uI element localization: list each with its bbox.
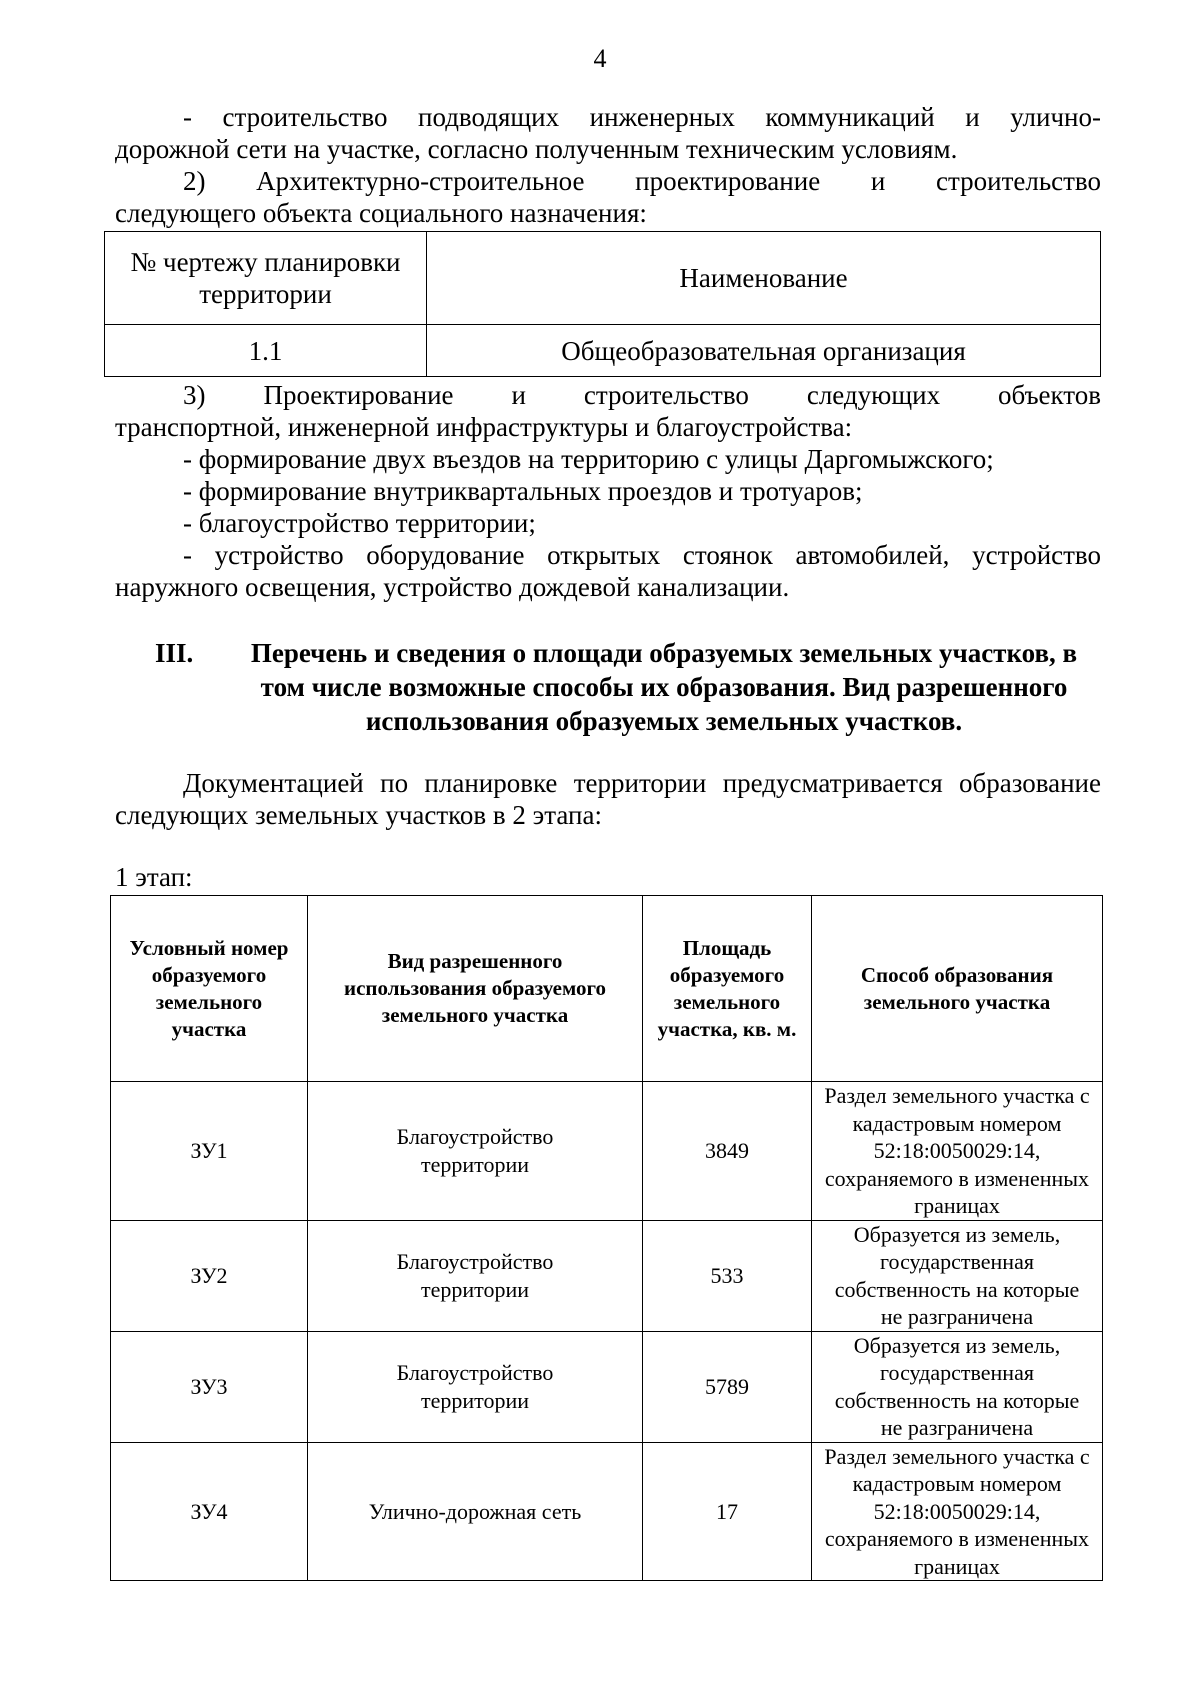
section-title-line: Перечень и сведения о площади образуемых земельных участков, в [250,638,1078,668]
table-cell: Общеобразовательная организация [427,325,1101,377]
section-number: III. [155,638,194,668]
table-cell: 533 [643,1220,812,1331]
table-cell: ЗУ4 [111,1442,308,1581]
table-header-cell: Способ образования земельного участка [812,896,1103,1082]
table-row [111,1442,1103,1581]
text-line: 3) Проектирование и строительство следующих объектов [183,380,1101,410]
table-header-cell: Вид разрешенного использования образуемого земельного участка [308,896,643,1082]
documentation-paragraph [115,767,1101,831]
table-row [105,325,1101,377]
table-cell: Раздел земельного участка с кадастровым номером 52:18:0050029:14, сохраняемого в измененных границах [812,1442,1103,1581]
text-line: транспортной, инженерной инфраструктуры и благоустройства: [115,412,853,442]
table-header-cell: Наименование [427,232,1101,325]
item-3-paragraph [115,379,1101,603]
list-item: - благоустройство территории; [183,508,536,538]
list-item: - формирование внутриквартальных проездов и тротуаров; [183,476,863,506]
table-header-row [105,232,1101,325]
table-cell: Благоустройство территории [308,1331,643,1442]
land-plots-table [110,895,1103,1581]
table-header-row [111,896,1103,1082]
table-row [111,1331,1103,1442]
table-cell: ЗУ1 [111,1082,308,1221]
table-row [111,1082,1103,1221]
intro-paragraph [115,101,1101,165]
table-cell: Раздел земельного участка с кадастровым номером 52:18:0050029:14, сохраняемого в измененных границах [812,1082,1103,1221]
table-cell: Улично-дорожная сеть [308,1442,643,1581]
social-object-table [104,231,1101,377]
table-header-cell: № чертежу планировки территории [105,232,427,325]
text-line: наружного освещения, устройство дождевой канализации. [115,572,790,602]
table-header-cell: Площадь образуемого земельного участка, кв. м. [643,896,812,1082]
text-line: следующих земельных участков в 2 этапа: [115,800,602,830]
table-cell: Образуется из земель, государственная собственность на которые не разграничена [812,1331,1103,1442]
list-item: - формирование двух въездов на территорию с улицы Даргомыжского; [183,444,994,474]
table-cell: 17 [643,1442,812,1581]
list-item: - устройство оборудование открытых стоянок автомобилей, устройство [183,540,1101,570]
table-cell: ЗУ2 [111,1220,308,1331]
table-cell: Благоустройство территории [308,1220,643,1331]
table-cell: Благоустройство территории [308,1082,643,1221]
table-cell: 3849 [643,1082,812,1221]
table-cell: 5789 [643,1331,812,1442]
section-title-line: использования образуемых земельных участков. [365,706,963,736]
table-row [111,1220,1103,1331]
section-heading [155,636,1101,738]
stage-label: 1 этап: [115,862,193,892]
text-line: Документацией по планировке территории предусматривается образование [183,768,1101,798]
table-header-cell: Условный номер образуемого земельного участка [111,896,308,1082]
page-number: 4 [593,44,607,73]
table-cell: Образуется из земель, государственная собственность на которые не разграничена [812,1220,1103,1331]
item-2-paragraph [115,165,1101,229]
section-title-line: том числе возможные способы их образования. Вид разрешенного [260,672,1068,702]
text-line: - строительство подводящих инженерных коммуникаций и улично- [183,102,1101,132]
text-line: 2) Архитектурно-строительное проектирование и строительство [183,166,1101,196]
section-title [155,636,1101,738]
text-line: следующего объекта социального назначения: [115,198,647,228]
text-line: дорожной сети на участке, согласно полученным техническим условиям. [115,134,958,164]
table-cell: 1.1 [105,325,427,377]
table-cell: ЗУ3 [111,1331,308,1442]
